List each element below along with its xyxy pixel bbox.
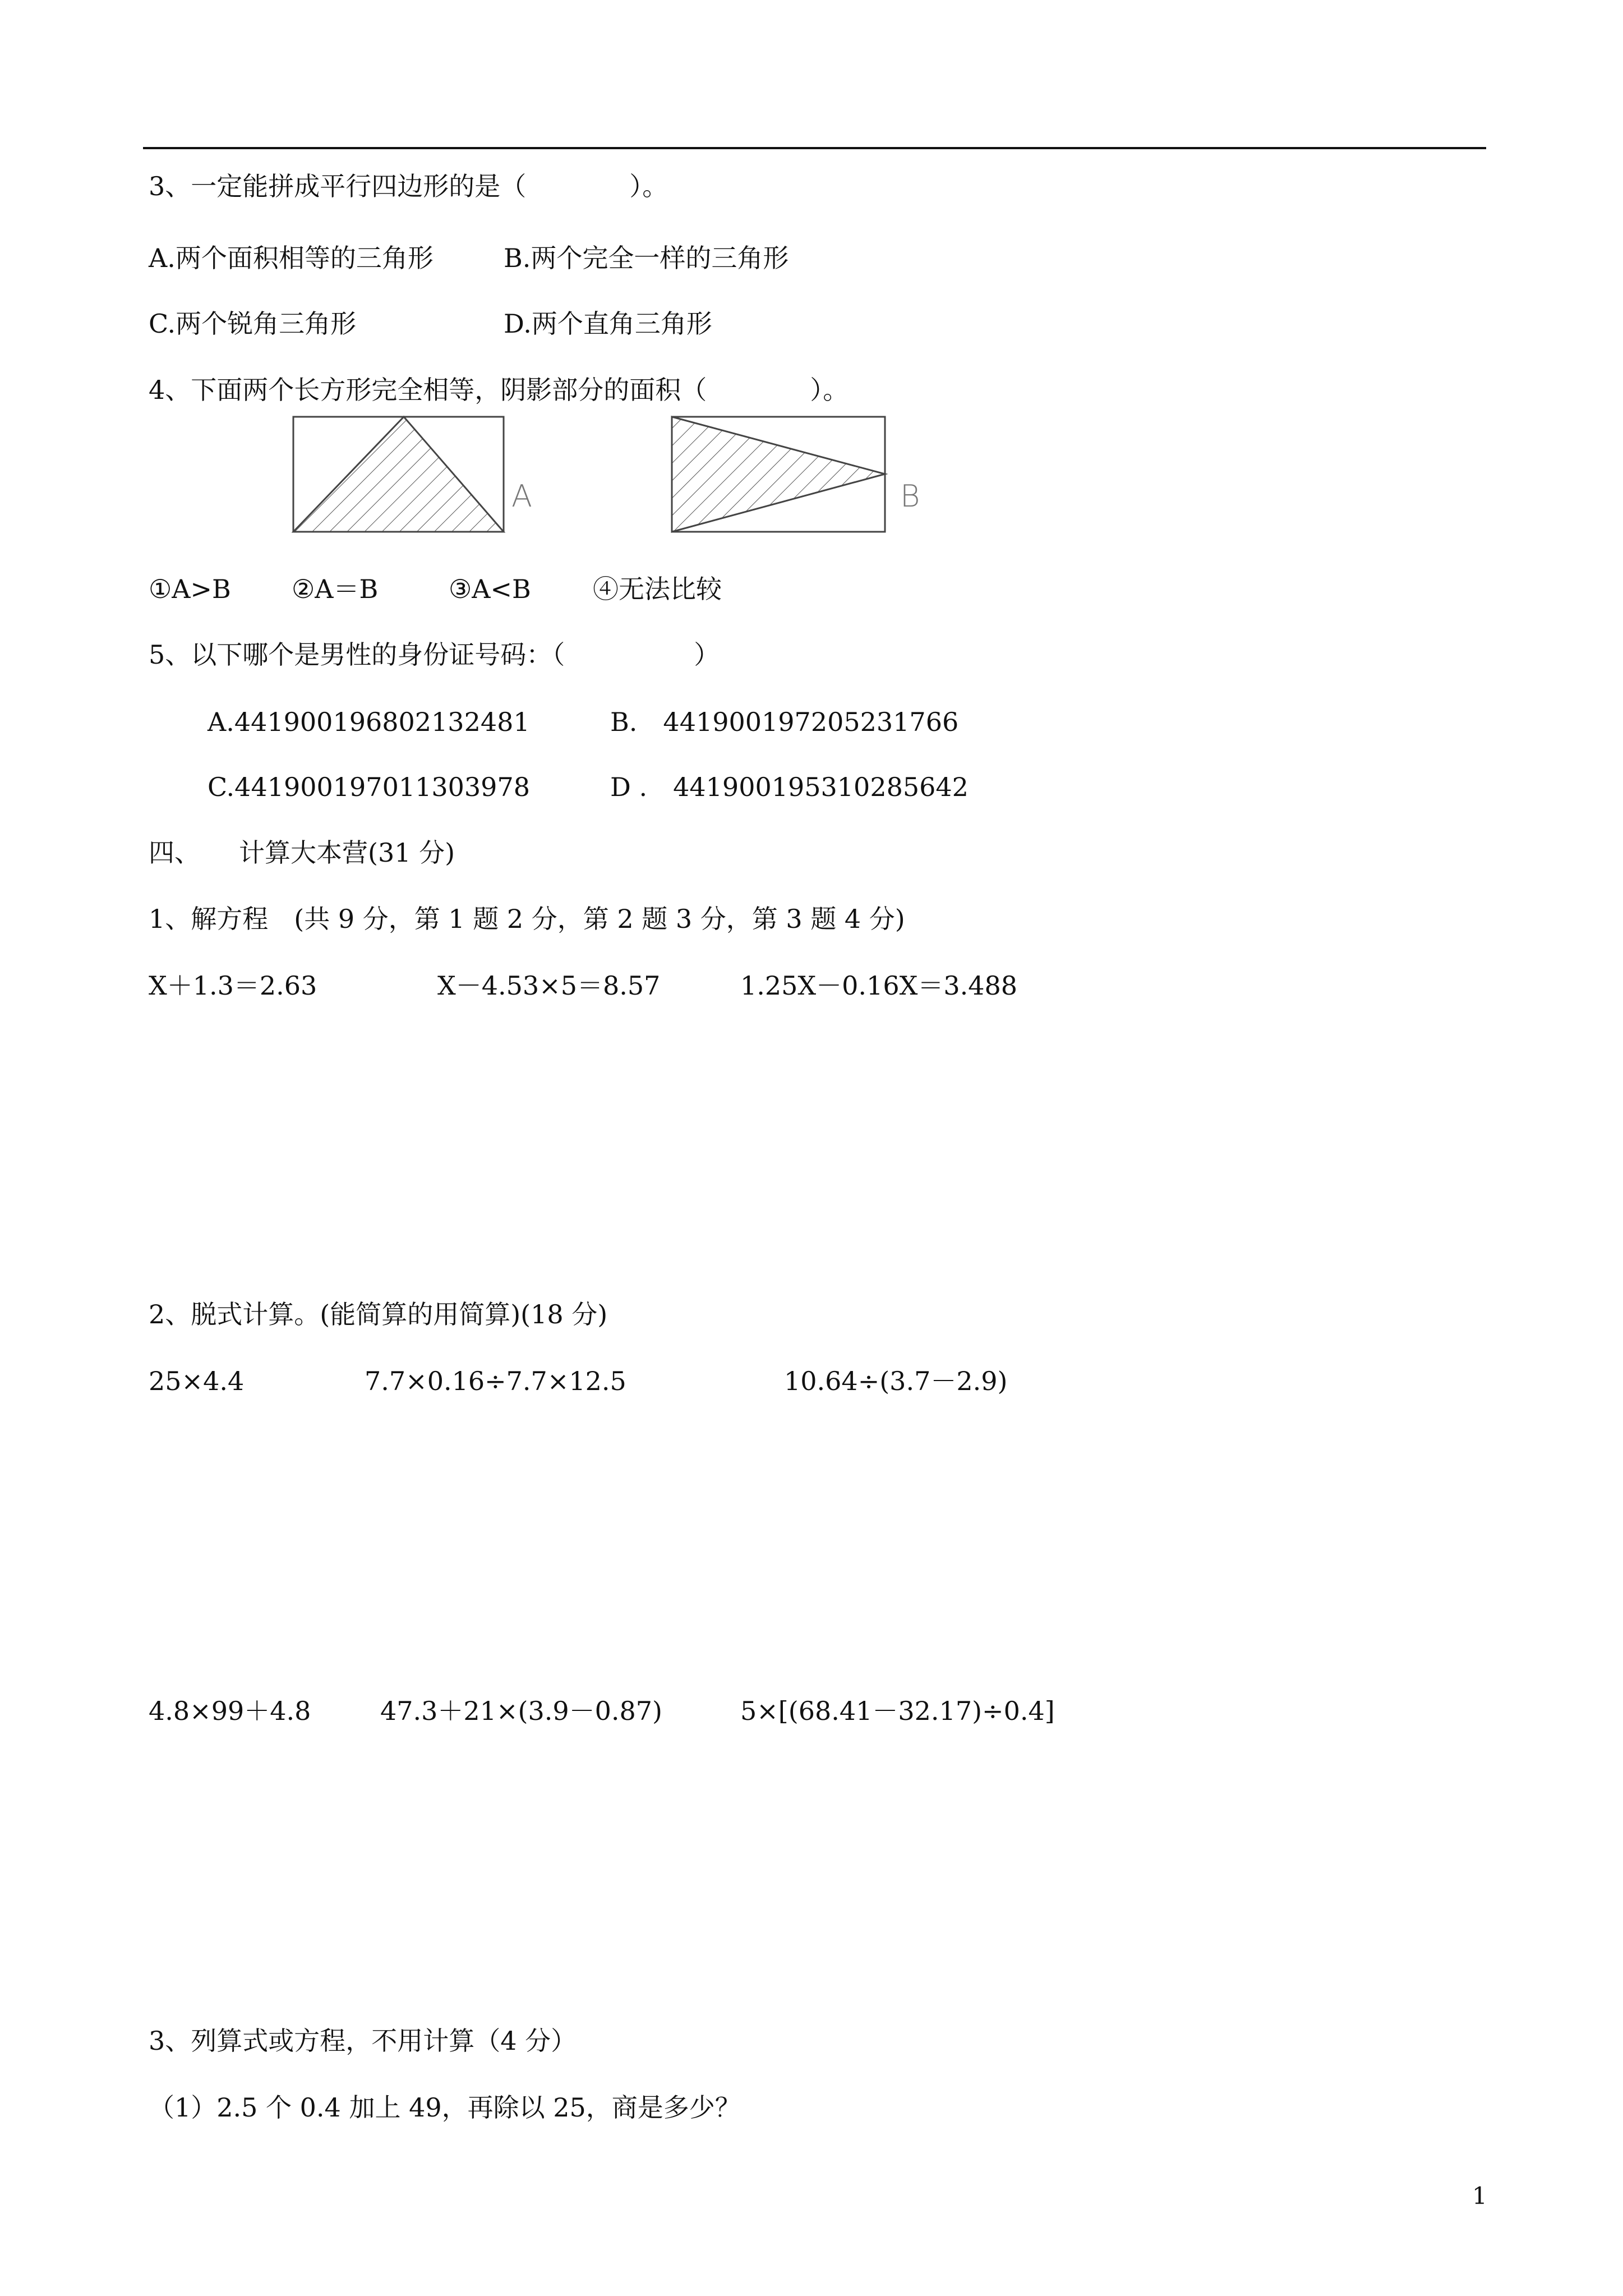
q3-option-b: B.两个完全一样的三角形 — [504, 243, 789, 273]
shaded-triangle-a — [293, 417, 504, 532]
q5-option-b: B. 441900197205231766 — [610, 707, 959, 737]
q4-stem: 4、下面两个长方形完全相等，阴影部分的面积（ ）。 — [149, 375, 849, 405]
q4-option-3: ③A<B — [449, 574, 531, 604]
part2-title: 2、脱式计算。(能简算的用简算)(18 分) — [149, 1299, 608, 1329]
q5-stem: 5、以下哪个是男性的身份证号码：（ ） — [149, 639, 720, 670]
calc-r1c3: 10.64÷(3.7－2.9) — [784, 1366, 1008, 1396]
calc-r2c1: 4.8×99＋4.8 — [149, 1696, 311, 1726]
part1-title: 1、解方程 (共 9 分，第 1 题 2 分，第 2 题 3 分，第 3 题 4 分) — [149, 904, 905, 934]
q5-option-a: A.441900196802132481 — [208, 707, 530, 737]
figure-a-label: A — [511, 478, 532, 514]
header-rule — [143, 147, 1486, 149]
figure-b-label: B — [900, 478, 920, 514]
q5-option-d: D . 441900195310285642 — [610, 772, 969, 802]
q5-option-c: C.441900197011303978 — [208, 772, 530, 802]
q3-stem: 3、一定能拼成平行四边形的是（ ）。 — [149, 171, 668, 201]
section4-title: 四、 计算大本营(31 分) — [149, 838, 455, 868]
page-number: 1 — [1472, 2182, 1487, 2210]
shaded-triangle-b — [672, 417, 885, 532]
calc-r2c2: 47.3＋21×(3.9－0.87) — [380, 1696, 662, 1726]
q3-option-a: A.两个面积相等的三角形 — [149, 243, 434, 273]
q3-option-d: D.两个直角三角形 — [504, 309, 712, 339]
equation-2: X－4.53×5＝8.57 — [437, 970, 661, 1001]
q3-option-c: C.两个锐角三角形 — [149, 309, 357, 339]
calc-r2c3: 5×[(68.41－32.17)÷0.4] — [740, 1696, 1055, 1726]
part3-title: 3、列算式或方程，不用计算（4 分） — [149, 2026, 577, 2056]
part3-question-1: （1）2.5 个 0.4 加上 49，再除以 25，商是多少？ — [149, 2092, 741, 2123]
calc-r1c2: 7.7×0.16÷7.7×12.5 — [365, 1366, 626, 1396]
calc-r1c1: 25×4.4 — [149, 1366, 245, 1396]
figure-rectangle-a — [292, 412, 561, 536]
equation-3: 1.25X－0.16X＝3.488 — [740, 970, 1018, 1001]
q4-option-4: ④无法比较 — [593, 574, 722, 604]
figure-rectangle-b — [670, 412, 895, 536]
q4-option-1: ①A>B — [149, 574, 231, 604]
equation-1: X＋1.3＝2.63 — [149, 970, 317, 1001]
q4-option-2: ②A＝B — [292, 574, 379, 604]
